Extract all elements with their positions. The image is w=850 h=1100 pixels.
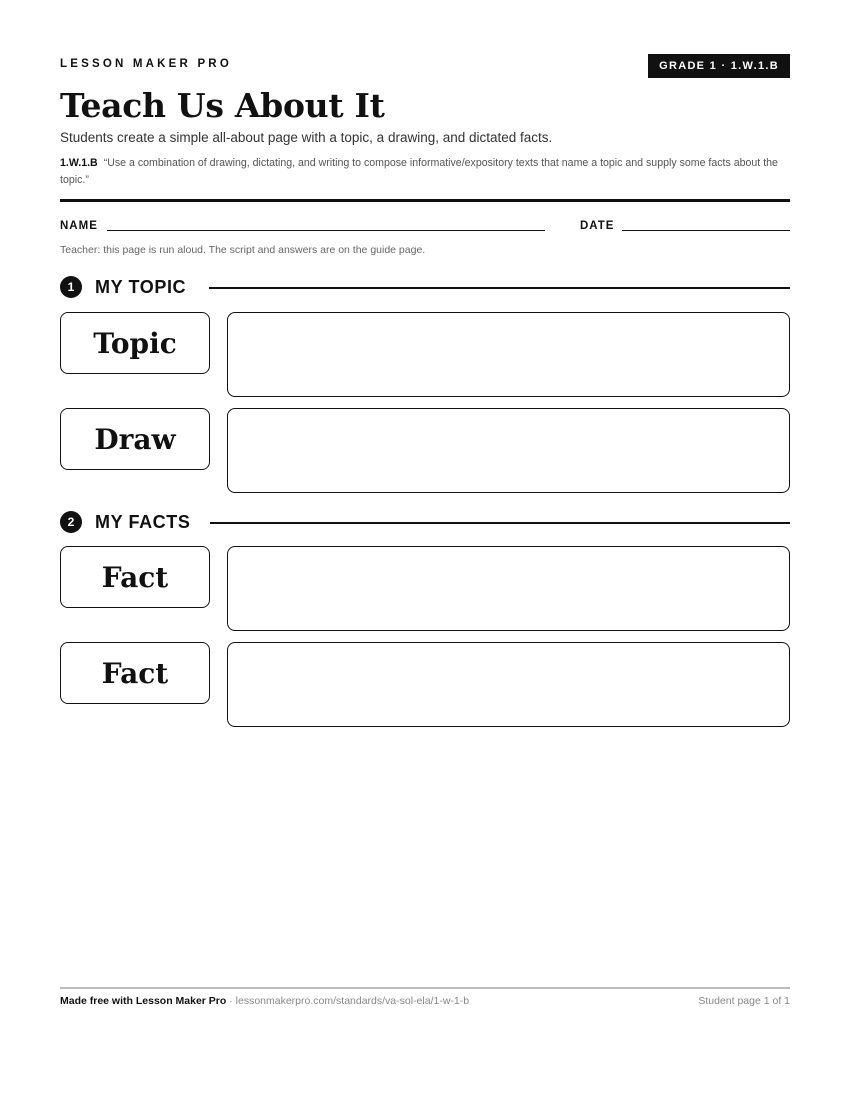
- draw-label-box: Draw: [60, 408, 210, 470]
- page-title: Teach Us About It: [60, 86, 385, 125]
- brand-name: LESSON MAKER PRO: [60, 58, 232, 70]
- standard-code: 1.W.1.B: [60, 157, 98, 169]
- section-divider: [209, 287, 790, 289]
- section-divider: [210, 522, 790, 524]
- standard-description: [60, 155, 790, 189]
- topic-label-box: Topic: [60, 312, 210, 374]
- teacher-note: Teacher: this page is run aloud. The script and answers are on the guide page.: [60, 244, 426, 256]
- draw-row: [60, 408, 790, 494]
- section-title: MY FACTS: [95, 512, 191, 532]
- section-title: MY TOPIC: [95, 277, 187, 297]
- footer-separator: ·: [226, 995, 236, 1007]
- standard-text: “Use a combination of drawing, dictating, and writing to compose informative/expository texts that name a topic and supply some facts about the topic.”: [60, 157, 778, 186]
- footer-divider: [60, 987, 790, 989]
- fact-answer-box[interactable]: [227, 642, 790, 727]
- fact-row-2: [60, 642, 790, 728]
- fact-label-box: Fact: [60, 642, 210, 704]
- footer-credit: [60, 995, 469, 1007]
- fact-row-1: [60, 546, 790, 632]
- section-my-facts: [60, 510, 790, 534]
- footer-url[interactable]: lessonmakerpro.com/standards/va-sol-ela/1-w-1-b: [235, 995, 470, 1007]
- date-field[interactable]: [622, 230, 790, 231]
- date-label: DATE: [580, 220, 615, 232]
- section-number-badge: 2: [60, 511, 82, 533]
- footer-page-info: Student page 1 of 1: [698, 995, 790, 1007]
- draw-answer-box[interactable]: [227, 408, 790, 493]
- page-subtitle: Students create a simple all-about page with a topic, a drawing, and dictated facts.: [60, 130, 553, 145]
- grade-badge: GRADE 1 · 1.W.1.B: [648, 54, 790, 78]
- section-my-topic: [60, 275, 790, 299]
- fact-label-box: Fact: [60, 546, 210, 608]
- footer-made-with: Made free with Lesson Maker Pro: [60, 995, 227, 1007]
- topic-answer-box[interactable]: [227, 312, 790, 397]
- section-number-badge: 1: [60, 276, 82, 298]
- worksheet-page: [60, 0, 790, 1100]
- header-divider: [60, 199, 790, 202]
- topic-row: [60, 312, 790, 398]
- name-label: NAME: [60, 220, 98, 232]
- fact-answer-box[interactable]: [227, 546, 790, 631]
- name-field[interactable]: [107, 230, 545, 231]
